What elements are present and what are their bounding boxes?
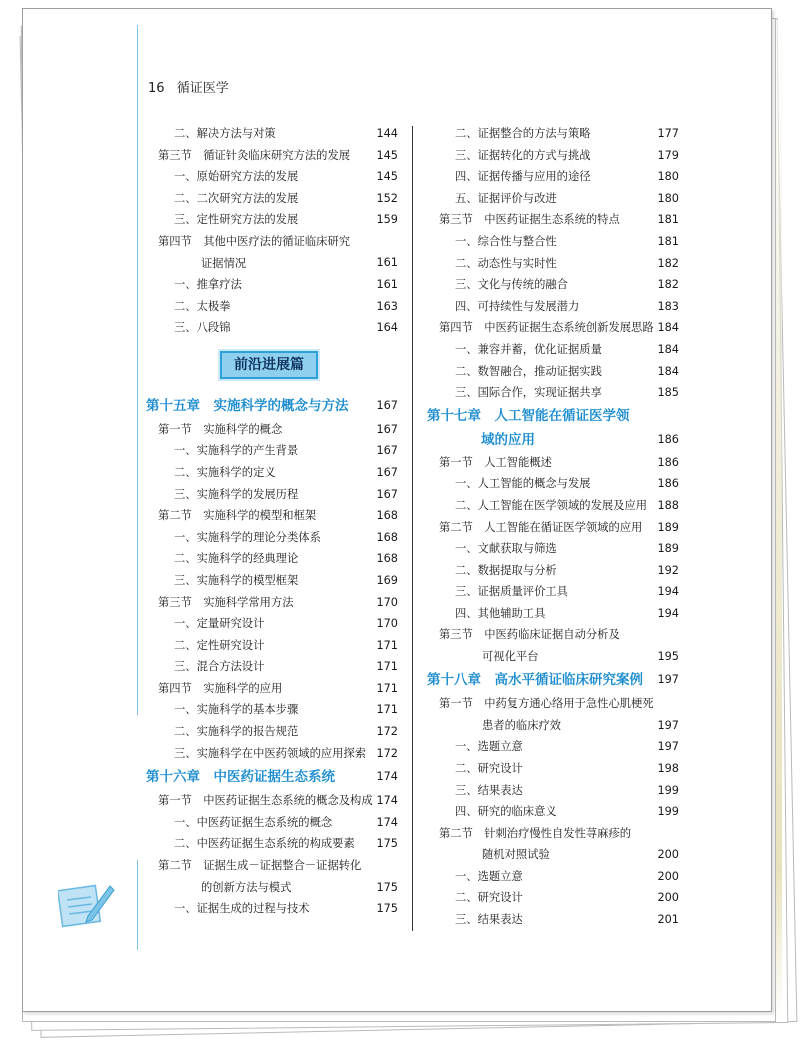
toc-section (427, 317, 679, 339)
toc-page-number: 174 (376, 770, 398, 784)
toc-item (427, 188, 679, 210)
toc-entry-title: 三、结果表达 (455, 783, 523, 797)
toc-page-number: 186 (657, 455, 679, 469)
toc-page-number: 161 (376, 256, 398, 270)
toc-entry-title (158, 231, 350, 274)
toc-entry-title: 三、实施科学的模型框架 (174, 573, 299, 587)
toc-page-number: 175 (376, 880, 398, 894)
toc-entry-title: 二、动态性与实时性 (455, 256, 557, 270)
toc-page-number: 171 (376, 703, 398, 717)
toc-entry-title: 二、人工智能在医学领域的发展及应用 (455, 498, 648, 512)
toc-entry-title: 三、结果表达 (455, 913, 523, 927)
toc-page-number: 175 (376, 902, 398, 916)
toc-page-number: 200 (657, 869, 679, 883)
toc-entry-title: 二、数据提取与分析 (455, 563, 557, 577)
toc-entry-title: 二、中医药证据生态系统的构成要素 (174, 837, 355, 851)
toc-item (427, 145, 679, 167)
toc-page-number: 170 (376, 617, 398, 631)
toc-item (427, 603, 679, 625)
toc-page-number: 182 (657, 256, 679, 270)
toc-page-number: 172 (376, 746, 398, 760)
toc-page-number: 182 (657, 278, 679, 292)
toc-item (146, 743, 398, 765)
toc-page-number: 197 (657, 718, 679, 732)
toc-entry-line2: 域的应用 (481, 431, 535, 448)
toc-section (427, 517, 679, 539)
toc-page-number: 174 (376, 794, 398, 808)
toc-entry-title: 第二节 实施科学的模型和框架 (158, 509, 317, 523)
toc-page-number: 186 (657, 477, 679, 491)
toc-entry-title: 四、其他辅助工具 (455, 606, 546, 620)
toc-page-number: 171 (376, 681, 398, 695)
toc-entry-title: 第一节 中医药证据生态系统的概念及构成 (158, 794, 373, 808)
toc-entry-title (439, 624, 620, 667)
toc-page-number: 199 (657, 805, 679, 819)
toc-item (427, 361, 679, 383)
toc-chapter (146, 764, 398, 790)
toc-page-number: 194 (657, 585, 679, 599)
toc-page-number: 174 (376, 815, 398, 829)
toc-entry-title: 四、可持续性与发展潜力 (455, 299, 580, 313)
toc-entry-title: 第十五章 实施科学的概念与方法 (146, 397, 349, 414)
toc-page-number: 201 (657, 913, 679, 927)
toc-page-number: 171 (376, 638, 398, 652)
toc-item (427, 560, 679, 582)
toc-entry-line2: 可视化平台 (482, 650, 539, 664)
toc-entry-title (439, 693, 654, 736)
toc-entry-title: 二、实施科学的报告规范 (174, 725, 299, 739)
toc-entry-title: 三、混合方法设计 (174, 660, 265, 674)
toc-page-number: 188 (657, 498, 679, 512)
toc-section (146, 678, 398, 700)
toc-page-number: 197 (657, 673, 679, 687)
toc-item (427, 473, 679, 495)
toc-page-number: 199 (657, 783, 679, 797)
toc-entry-line1: 第四节 其他中医疗法的循证临床研究 (158, 234, 351, 248)
toc-item (146, 548, 398, 570)
toc-page-number: 161 (376, 277, 398, 291)
toc-entry-title: 二、实施科学的定义 (174, 465, 276, 479)
toc-item (146, 656, 398, 678)
toc-entry-title: 一、原始研究方法的发展 (174, 170, 299, 184)
toc-entry-title: 二、证据整合的方法与策略 (455, 127, 591, 140)
toc-entry-title: 三、证据转化的方式与挑战 (455, 148, 591, 162)
toc-item (427, 231, 679, 253)
toc-item (146, 570, 398, 592)
toc-entry-title: 三、实施科学的发展历程 (174, 487, 299, 501)
toc-entry-line2: 的创新方法与模式 (201, 880, 292, 894)
toc-item (427, 495, 679, 517)
toc-page-number: 195 (657, 649, 679, 663)
toc-item (146, 699, 398, 721)
toc-entry-title: 四、证据传播与应用的途径 (455, 170, 591, 184)
toc-item (146, 527, 398, 549)
toc-page-number: 179 (657, 148, 679, 162)
toc-page-number: 180 (657, 191, 679, 205)
toc-entry-line1: 第二节 证据生成－证据整合－证据转化 (158, 859, 362, 873)
running-header (148, 77, 229, 96)
toc-page-number: 197 (657, 740, 679, 754)
toc-section (146, 231, 398, 274)
toc-left-top (146, 123, 398, 339)
book-title: 循证医学 (176, 81, 229, 96)
toc-entry-title: 一、人工智能的概念与发展 (455, 477, 591, 491)
toc-item (146, 166, 398, 188)
toc-item (146, 209, 398, 231)
toc-entry-title: 一、实施科学的基本步骤 (174, 703, 299, 717)
toc-page-number: 181 (657, 234, 679, 248)
toc-item (146, 123, 398, 145)
toc-item (427, 909, 679, 931)
toc-item (146, 296, 398, 318)
toc-entry-line2: 随机对照试验 (482, 848, 550, 862)
toc-item (146, 721, 398, 743)
toc-entry-title: 三、文化与传统的融合 (455, 278, 568, 292)
toc-section (146, 790, 398, 812)
toc-page-number: 184 (657, 321, 679, 335)
toc-section (427, 452, 679, 474)
toc-page-number: 184 (657, 342, 679, 356)
toc-entry-title: 二、太极拳 (174, 299, 231, 313)
toc-page-number: 144 (376, 127, 398, 140)
toc-entry-title (427, 404, 630, 452)
toc-item (427, 866, 679, 888)
toc-item (146, 462, 398, 484)
toc-item (146, 484, 398, 506)
toc-entry-title: 三、八段锦 (174, 321, 231, 335)
toc-page-number: 198 (657, 762, 679, 776)
toc-entry-title: 二、实施科学的经典理论 (174, 552, 299, 566)
toc-entry-title: 第二节 人工智能在循证医学领域的应用 (439, 520, 643, 534)
toc-entry-title: 第四节 实施科学的应用 (158, 681, 283, 695)
toc-left-column (146, 123, 398, 920)
toc-entry-title: 二、解决方法与对策 (174, 127, 276, 140)
toc-page-number: 168 (376, 509, 398, 523)
toc-entry-title: 第一节 实施科学的概念 (158, 422, 283, 436)
toc-section (146, 855, 398, 898)
toc-page-number: 167 (376, 422, 398, 436)
toc-item (146, 833, 398, 855)
toc-item (427, 274, 679, 296)
toc-page-number: 186 (657, 432, 679, 446)
toc-item (427, 758, 679, 780)
toc-entry-title: 第一节 人工智能概述 (439, 455, 552, 469)
toc-item (427, 736, 679, 758)
toc-entry-title: 第四节 中医药证据生态系统创新发展思路 (439, 321, 654, 335)
toc-entry-line1: 第十七章 人工智能在循证医学领 (427, 407, 630, 424)
toc-entry-title: 三、实施科学在中医药领域的应用探索 (174, 746, 367, 760)
toc-item (146, 188, 398, 210)
toc-entry-title: 第十八章 高水平循证临床研究案例 (427, 672, 643, 689)
toc-item (146, 274, 398, 296)
toc-entry-title: 第三节 实施科学常用方法 (158, 595, 294, 609)
toc-page-number: 169 (376, 573, 398, 587)
toc-page-number: 185 (657, 386, 679, 400)
toc-item (427, 253, 679, 275)
toc-item (427, 382, 679, 404)
toc-page-number: 181 (657, 213, 679, 227)
toc-entry-line1: 第三节 中医药临床证据自动分析及 (439, 628, 620, 642)
toc-item (427, 581, 679, 603)
toc-item (427, 296, 679, 318)
toc-page-number: 171 (376, 660, 398, 674)
toc-entry-title: 一、实施科学的产生背景 (174, 444, 299, 458)
toc-section (427, 209, 679, 231)
toc-item (427, 339, 679, 361)
toc-entry-title: 五、证据评价与改进 (455, 191, 557, 205)
toc-item (427, 780, 679, 802)
toc-section (146, 592, 398, 614)
toc-entry-title: 第三节 循证针灸临床研究方法的发展 (158, 148, 351, 162)
toc-entry-title: 一、中医药证据生态系统的概念 (174, 815, 333, 829)
toc-page-number: 170 (376, 595, 398, 609)
toc-page-number: 183 (657, 299, 679, 313)
toc-entry-title: 一、实施科学的理论分类体系 (174, 530, 321, 544)
toc-page-number: 168 (376, 530, 398, 544)
toc-item (146, 898, 398, 920)
toc-page-number: 189 (657, 542, 679, 556)
toc-entry-title: 一、证据生成的过程与技术 (174, 902, 310, 916)
toc-page-number: 145 (376, 148, 398, 162)
toc-page-number: 167 (376, 465, 398, 479)
toc-entry-title: 一、定量研究设计 (174, 617, 265, 631)
toc-entry-title: 二、研究设计 (455, 762, 523, 776)
toc-page-number: 164 (376, 321, 398, 335)
toc-right-column (427, 123, 679, 931)
toc-entry-title: 四、研究的临床意义 (455, 805, 557, 819)
toc-left-bottom (146, 393, 398, 920)
toc-section (427, 693, 679, 736)
toc-page-number: 163 (376, 299, 398, 313)
toc-item (146, 613, 398, 635)
toc-entry-title: 一、兼容并蓄，优化证据质量 (455, 342, 602, 356)
toc-entry-title: 二、数智融合，推动证据实践 (455, 364, 602, 378)
toc-entry-title (158, 855, 361, 898)
toc-entry-title: 三、国际合作，实现证据共享 (455, 386, 602, 400)
toc-entry-line2: 患者的临床疗效 (482, 719, 562, 733)
toc-page-number: 145 (376, 170, 398, 184)
toc-chapter (146, 393, 398, 419)
toc-page-number: 200 (657, 848, 679, 862)
toc-page-number: 177 (657, 127, 679, 140)
toc-page-number: 180 (657, 170, 679, 184)
toc-page-number: 152 (376, 191, 398, 205)
toc-entry-title: 第三节 中医药证据生态系统的特点 (439, 213, 620, 227)
toc-entry-title: 一、综合性与整合性 (455, 234, 557, 248)
toc-entry-title: 二、研究设计 (455, 891, 523, 905)
toc-page-number: 184 (657, 364, 679, 378)
page-number: 16 (148, 81, 165, 96)
toc-entry-title: 一、选题立意 (455, 740, 523, 754)
toc-item (427, 887, 679, 909)
toc-page-number: 175 (376, 837, 398, 851)
toc-section (146, 145, 398, 167)
toc-section (427, 823, 679, 866)
notebook-pencil-icon (58, 878, 116, 930)
toc-entry-title: 二、定性研究设计 (174, 638, 265, 652)
page-edge (776, 20, 782, 1020)
part-title: 前沿进展篇 (220, 351, 318, 379)
toc-entry-title: 二、二次研究方法的发展 (174, 191, 299, 205)
toc-item (146, 635, 398, 657)
toc-page-number: 189 (657, 520, 679, 534)
toc-page-number: 159 (376, 213, 398, 227)
toc-entry-title: 三、证据质量评价工具 (455, 585, 568, 599)
toc-item (427, 801, 679, 823)
toc-chapter (427, 404, 679, 452)
toc-entry-title: 第十六章 中医药证据生态系统 (146, 769, 335, 786)
toc-entry-line2: 证据情况 (201, 256, 247, 270)
toc-item (427, 166, 679, 188)
toc-entry-title: 一、文献获取与筛选 (455, 542, 557, 556)
toc-item (146, 440, 398, 462)
margin-rule (137, 860, 138, 950)
toc-section (427, 624, 679, 667)
toc-entry-title (439, 823, 631, 866)
toc-page-number: 168 (376, 552, 398, 566)
toc-entry-line1: 第一节 中药复方通心络用于急性心肌梗死 (439, 697, 654, 711)
toc-chapter (427, 667, 679, 693)
toc-page-number: 194 (657, 606, 679, 620)
toc-item (427, 538, 679, 560)
toc-item (146, 317, 398, 339)
toc-page-number: 172 (376, 725, 398, 739)
toc-entry-title: 三、定性研究方法的发展 (174, 213, 299, 227)
toc-page-number: 200 (657, 891, 679, 905)
toc-page-number: 167 (376, 487, 398, 501)
toc-item (427, 123, 679, 145)
toc-entry-title: 一、选题立意 (455, 869, 523, 883)
margin-rule (137, 25, 138, 715)
toc-entry-title: 一、推拿疗法 (174, 277, 242, 291)
toc-page-number: 167 (376, 398, 398, 412)
part-heading (146, 339, 398, 393)
toc-item (146, 812, 398, 834)
toc-section (146, 419, 398, 441)
toc-page-number: 167 (376, 444, 398, 458)
column-divider (412, 126, 413, 931)
toc-page-number: 192 (657, 563, 679, 577)
toc-section (146, 505, 398, 527)
toc-entry-line1: 第二节 针刺治疗慢性自发性荨麻疹的 (439, 826, 632, 840)
